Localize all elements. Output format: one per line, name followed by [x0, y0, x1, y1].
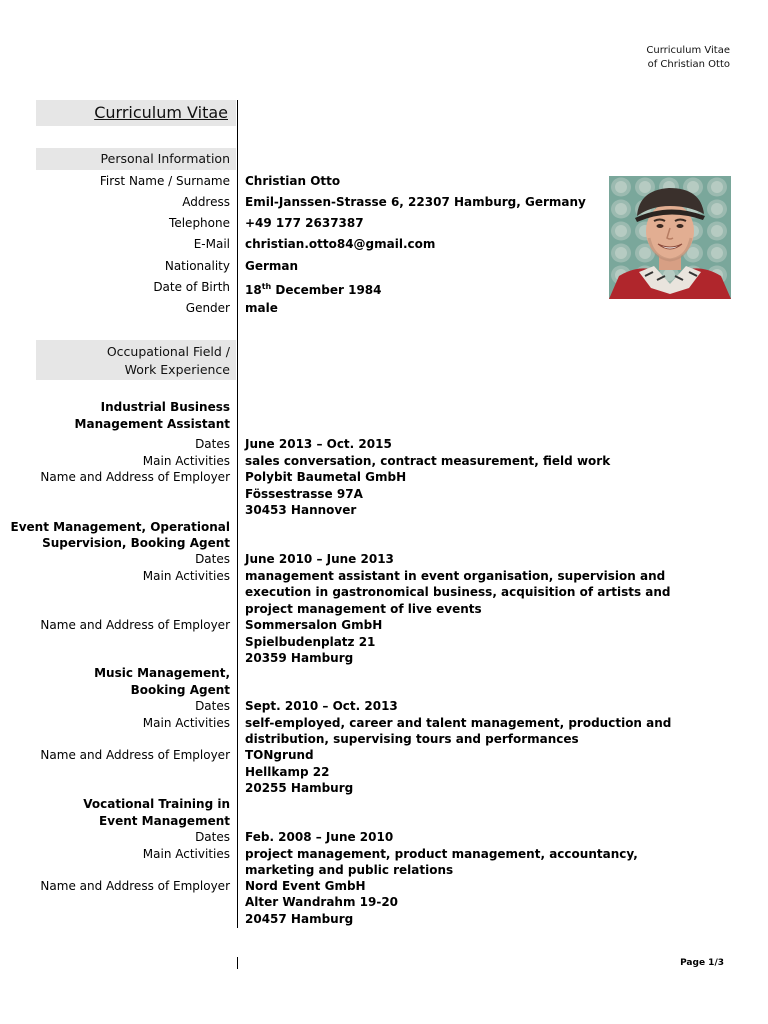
label-email: E-Mail — [193, 237, 230, 251]
job-3-dates: Sept. 2010 – Oct. 2013 — [245, 699, 398, 713]
job-1-title-2: Management Assistant — [74, 416, 230, 431]
job-2-employer-line-3: 20359 Hamburg — [245, 651, 354, 665]
title-bar — [36, 100, 236, 126]
dob-rest: December 1984 — [271, 283, 382, 297]
document-header — [646, 44, 730, 72]
job-1-activities: sales conversation, contract measurement, field work — [245, 453, 611, 468]
dob-day: 18 — [245, 283, 262, 297]
job-4-employer-line-2: Alter Wandrahm 19-20 — [245, 895, 399, 909]
job-3-title-2: Booking Agent — [130, 682, 230, 697]
label-nationality: Nationality — [164, 259, 230, 273]
job-2-activities-label: Main Activities — [142, 568, 230, 583]
job-1-employer-line-1: Polybit Baumetal GmbH — [245, 470, 407, 484]
label-gender: Gender — [185, 301, 230, 315]
job-3-activities: self-employed, career and talent management, production and distribution, supervising tours and performances — [245, 715, 672, 746]
job-2-title-1: Event Management, Operational — [10, 519, 230, 534]
job-4-dates-label: Dates — [195, 830, 230, 844]
value-address: Emil-Janssen-Strasse 6, 22307 Hamburg, Germany — [245, 195, 586, 209]
dob-suffix: th — [261, 282, 272, 291]
value-dob — [245, 279, 382, 299]
section-personal-title: Personal Information — [100, 151, 230, 166]
job-4-title-1: Vocational Training in — [83, 797, 230, 811]
job-4-dates: Feb. 2008 – June 2010 — [245, 830, 394, 844]
job-3-title-1: Music Management, — [94, 666, 230, 680]
header-line-1: Curriculum Vitae — [646, 45, 730, 56]
label-address: Address — [182, 195, 230, 209]
job-4-activities: project management, product management, accountancy, marketing and public relations — [245, 846, 638, 877]
job-3-dates-label: Dates — [195, 699, 230, 713]
job-4-activities-label: Main Activities — [142, 846, 230, 861]
job-3-employer-label: Name and Address of Employer — [40, 748, 230, 762]
page-number: Page 1/3 — [680, 958, 724, 968]
value-email[interactable]: christian.otto84@gmail.com — [245, 237, 436, 251]
job-3-employer-line-1: TONgrund — [245, 748, 314, 762]
value-telephone: +49 177 2637387 — [245, 216, 364, 230]
job-3-activities-label: Main Activities — [142, 715, 230, 730]
job-3-employer-line-3: 20255 Hamburg — [245, 781, 354, 795]
job-1-employer-line-3: 30453 Hannover — [245, 503, 357, 517]
value-name: Christian Otto — [245, 174, 341, 188]
job-2-employer-label: Name and Address of Employer — [40, 618, 230, 632]
job-1-dates: June 2013 – Oct. 2015 — [245, 437, 392, 451]
job-1-employer-label: Name and Address of Employer — [40, 470, 230, 484]
section-work-title-1: Occupational Field / — [106, 344, 230, 359]
job-4-title-2: Event Management — [99, 813, 230, 828]
column-divider — [237, 100, 238, 928]
job-2-dates-label: Dates — [195, 552, 230, 566]
profile-photo — [609, 176, 731, 299]
label-name: First Name / Surname — [99, 174, 230, 188]
section-personal — [36, 148, 236, 170]
job-4-employer-label: Name and Address of Employer — [40, 878, 230, 893]
header-line-2: of Christian Otto — [647, 59, 730, 70]
job-1-title-1: Industrial Business — [100, 400, 230, 414]
label-telephone: Telephone — [169, 216, 230, 230]
job-2-employer-line-2: Spielbudenplatz 21 — [245, 634, 376, 649]
job-4-employer-line-1: Nord Event GmbH — [245, 878, 366, 893]
value-gender: male — [245, 301, 278, 315]
section-work-title-2: Work Experience — [124, 361, 230, 377]
page-title: Curriculum Vitae — [94, 103, 228, 122]
value-nationality: German — [245, 259, 299, 273]
job-3-employer-line-2: Hellkamp 22 — [245, 764, 330, 779]
job-2-dates: June 2010 – June 2013 — [245, 552, 394, 566]
job-4-employer-line-3: 20457 Hamburg — [245, 911, 354, 926]
portrait-image — [609, 176, 731, 299]
job-2-employer-line-1: Sommersalon GmbH — [245, 618, 383, 632]
job-1-activities-label: Main Activities — [142, 453, 230, 468]
footer-divider — [237, 957, 238, 969]
job-1-employer-line-2: Fössestrasse 97A — [245, 486, 363, 501]
label-dob: Date of Birth — [153, 280, 230, 294]
job-2-title-2: Supervision, Booking Agent — [42, 536, 230, 550]
job-1-dates-label: Dates — [195, 437, 230, 451]
job-2-activities: management assistant in event organisation, supervision and execution in gastronomical business, acquisition of artists and project management of live events — [245, 568, 671, 616]
section-work — [36, 340, 236, 380]
